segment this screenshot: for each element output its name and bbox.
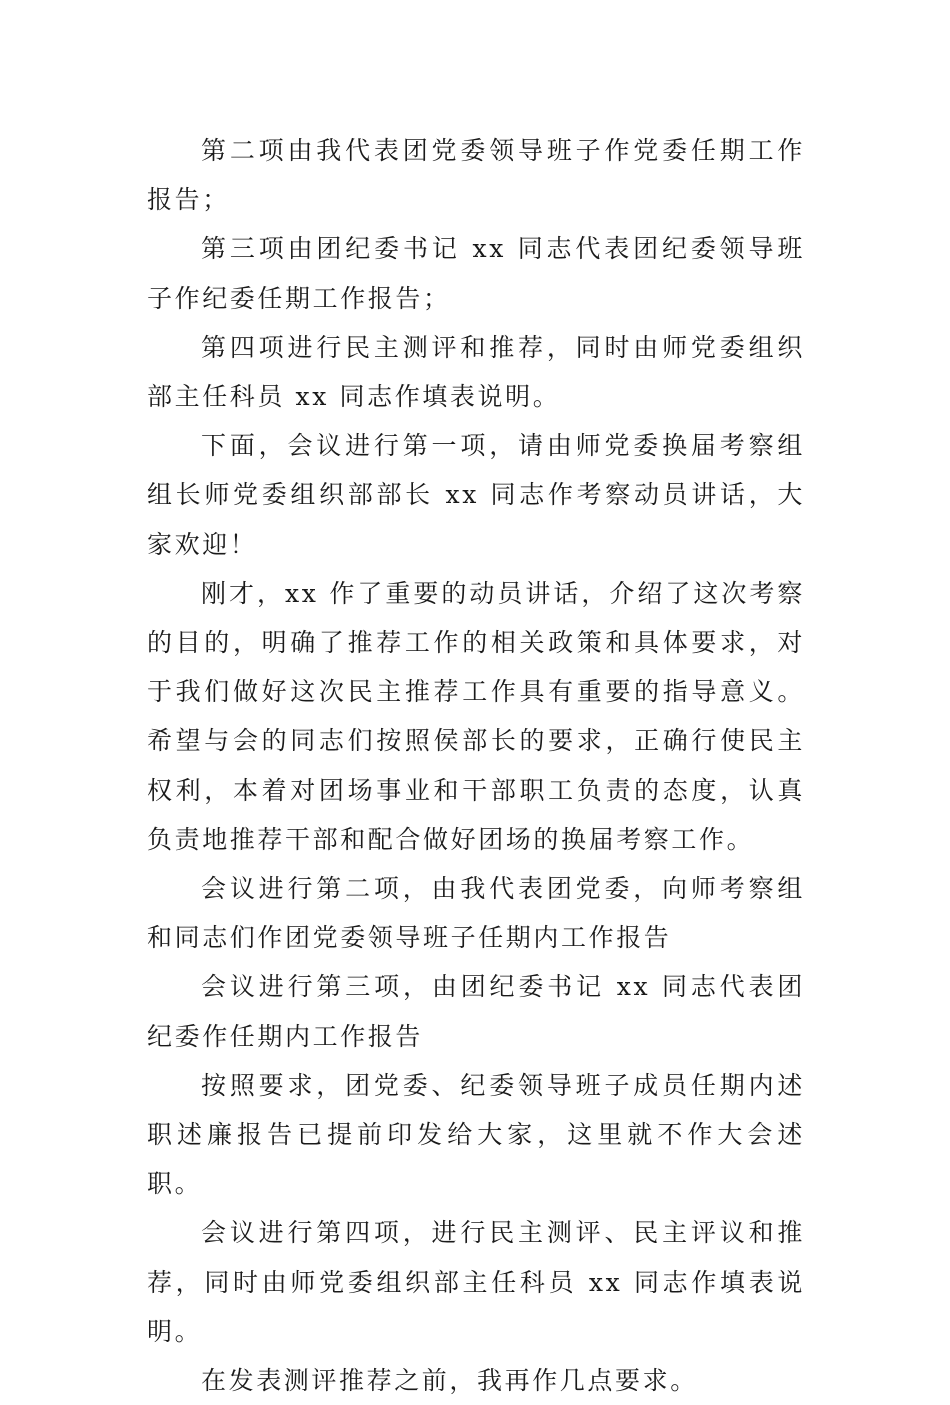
paragraph-4: 下面，会议进行第一项，请由师党委换届考察组组长师党委组织部部长 xx 同志作考察动员讲话，大家欢迎！ <box>147 431 805 559</box>
paragraph-8: 按照要求，团党委、纪委领导班子成员任期内述职述廉报告已提前印发给大家，这里就不作大会述职。 <box>147 1070 805 1199</box>
paragraph-10: 在发表测评推荐之前，我再作几点要求。 <box>201 1366 698 1396</box>
paragraph-3: 第四项进行民主测评和推荐，同时由师党委组织部主任科员 xx 同志作填表说明。 <box>147 332 805 412</box>
paragraph-9: 会议进行第四项，进行民主测评、民主评议和推荐，同时由师党委组织部主任科员 xx 同志作填表说明。 <box>147 1218 805 1346</box>
paragraph-6: 会议进行第二项，由我代表团党委，向师考察组和同志们作团党委领导班子任期内工作报告 <box>147 874 805 953</box>
document-body <box>147 126 805 1405</box>
paragraph-5: 刚才，xx 作了重要的动员讲话，介绍了这次考察的目的，明确了推荐工作的相关政策和具体要求，对于我们做好这次民主推荐工作具有重要的指导意义。希望与会的同志们按照侯部长的要求，正确行使民主权利，本着对团场事业和干部职工负责的态度，认真负责地推荐干部和配合做好团场的换届考察工作。 <box>147 578 805 854</box>
paragraph-1: 第二项由我代表团党委领导班子作党委任期工作报告； <box>147 136 805 215</box>
paragraph-7: 会议进行第三项，由团纪委书记 xx 同志代表团纪委作任期内工作报告 <box>147 972 805 1051</box>
paragraph-2: 第三项由团纪委书记 xx 同志代表团纪委领导班子作纪委任期工作报告； <box>147 234 805 313</box>
